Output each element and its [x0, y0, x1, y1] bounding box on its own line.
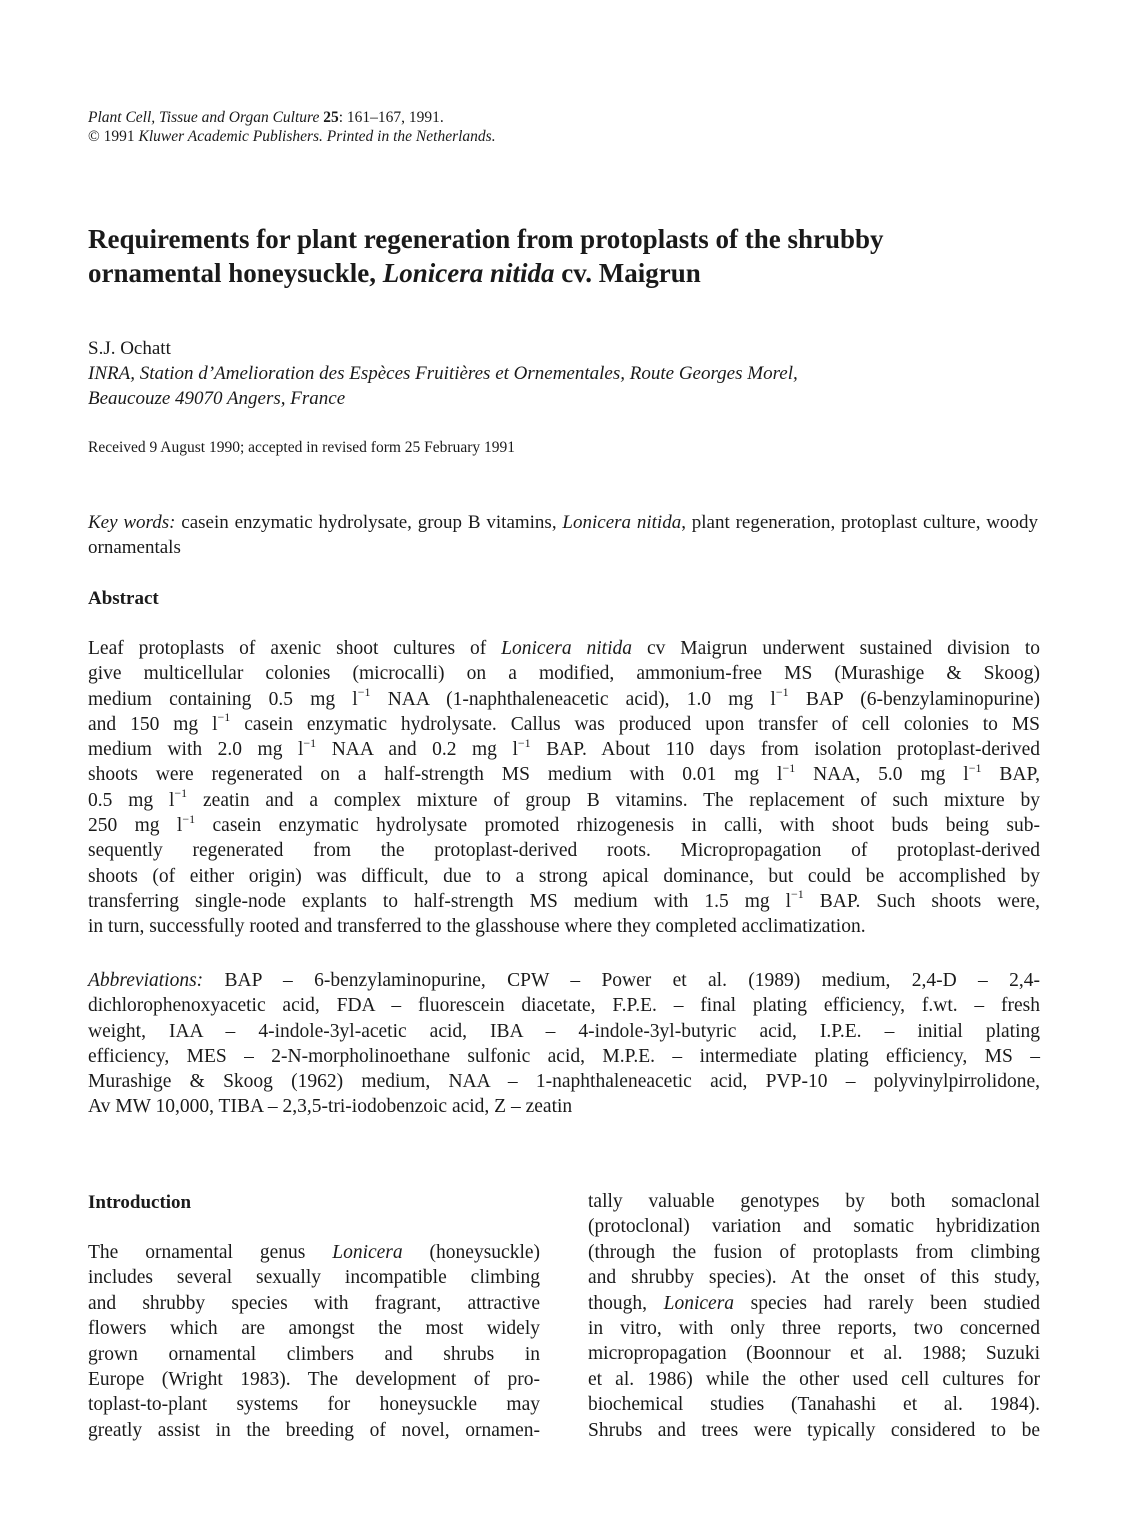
author-affiliation: INRA, Station d’Amelioration des Espèces Fruitières et Ornementales, Route Georges Morel, Beaucouze 49070 Angers, France	[88, 363, 798, 409]
received-dates: Received 9 August 1990; accepted in revised form 25 February 1991	[88, 439, 515, 456]
abstract-body: Leaf protoplasts of axenic shoot cultures of Lonicera nitida cv Maigrun underwent sustained division to give multicellular colonies (microcalli) on a modified, ammonium-free MS (Murashige & Skoog) medium containing 0.5 mg $l^{-1}$ NAA (1-naphthaleneacetic acid), 1.0 mg $l^{-1}$ BAP (6-benzylaminopurine) and 150 mg $l^{-1}$ casein enzymatic hydrolysate. Callus was produced upon transfer of cell colonies to MS medium with 2.0 mg $l^{-1}$ NAA and 0.2 mg $l^{-1}$ BAP. About 110 days from isolation protoplast-derived shoots were regenerated on a half-strength MS medium with 0.01 mg $l^{-1}$ NAA, 5.0 mg $l^{-1}$ BAP, 0.5 mg $l^{-1}$ zeatin and a complex mixture of group B vitamins. The replacement of such mixture by 250 mg $l^{-1}$ casein enzymatic hydrolysate promoted rhizogenesis in calli, with shoot buds being sub- sequently regenerated from the protoplast-derived roots. Micropropagation of protoplast-derived shoots (of either origin) was difficult, due to a strong apical dominance, but could be accomplished by transferring single-node explants to half-strength MS medium with 1.5 mg $l^{-1}$ BAP. Such shoots were, in turn, successfully rooted and transferred to the glasshouse where they completed acclimatization.	[88, 638, 1041, 938]
abbreviations: Abbreviations: BAP – 6-benzylaminopurine, CPW – Power et al. (1989) medium, 2,4-D – 2,4- dichlorophenoxyacetic acid, FDA – fluorescein diacetate, F.P.E. – final plating efficiency, f.wt. – fresh weight, IAA – 4-indole-3yl-acetic acid, IBA – 4-indole-3yl-butyric acid, I.P.E. – initial plating efficiency, MES – 2-N-morpholinoethane sulfonic acid, M.P.E. – intermediate plating efficiency, MS – Murashige & Skoog (1962) medium, NAA – 1-naphthaleneacetic acid, PVP-10 – polyvinylpirrolidone, Av MW 10,000, TIBA – 2,3,5-tri-iodobenzoic acid, Z – zeatin	[88, 970, 1040, 1118]
introduction-left-column: The ornamental genus Lonicera (honeysuckle) includes several sexually incompatible climbing and shrubby species with fragrant, attractive flowers which are amongst the most widely grown ornamental climbers and shrubs in Europe (Wright 1983). The development of pro- toplast-to-plant systems for honeysuckle may greatly assist in the breeding of novel, ornamen-	[88, 1242, 541, 1441]
copyright-symbol: ©	[88, 128, 100, 145]
abstract-heading: Abstract	[88, 588, 159, 609]
paper-title: Requirements for plant regeneration from protoplasts of the shrubby ornamental honeysuckle, Lonicera nitida cv. Maigrun	[88, 224, 884, 288]
keywords: Key words: casein enzymatic hydrolysate, group B vitamins, Lonicera nitida, plant regeneration, protoplast culture, woody ornamentals	[88, 512, 1039, 558]
keywords-label: Key words:	[88, 512, 176, 533]
title-species: Lonicera nitida	[382, 258, 555, 288]
introduction-right-column: tally valuable genotypes by both somaclonal (protoclonal) variation and somatic hybridization (through the fusion of protoplasts from climbing and shrubby species). At the onset of this study, though, Lonicera species had rarely been studied in vitro, with only three reports, two concerned micropropagation (Boonnour et al. 1988; Suzuki et al. 1986) while the other used cell cultures for biochemical studies (Tanahashi et al. 1984). Shrubs and trees were typically considered to be	[588, 1191, 1040, 1441]
author-name: S.J. Ochatt	[88, 338, 171, 359]
abbreviations-label: Abbreviations:	[88, 970, 204, 991]
journal-line-1: Plant Cell, Tissue and Organ Culture 25: 161–167, 1991.	[88, 109, 444, 126]
introduction-heading: Introduction	[88, 1192, 192, 1213]
copyright-line: © 1991 Kluwer Academic Publishers. Printed in the Netherlands.	[88, 128, 496, 145]
journal-citation	[88, 108, 496, 146]
